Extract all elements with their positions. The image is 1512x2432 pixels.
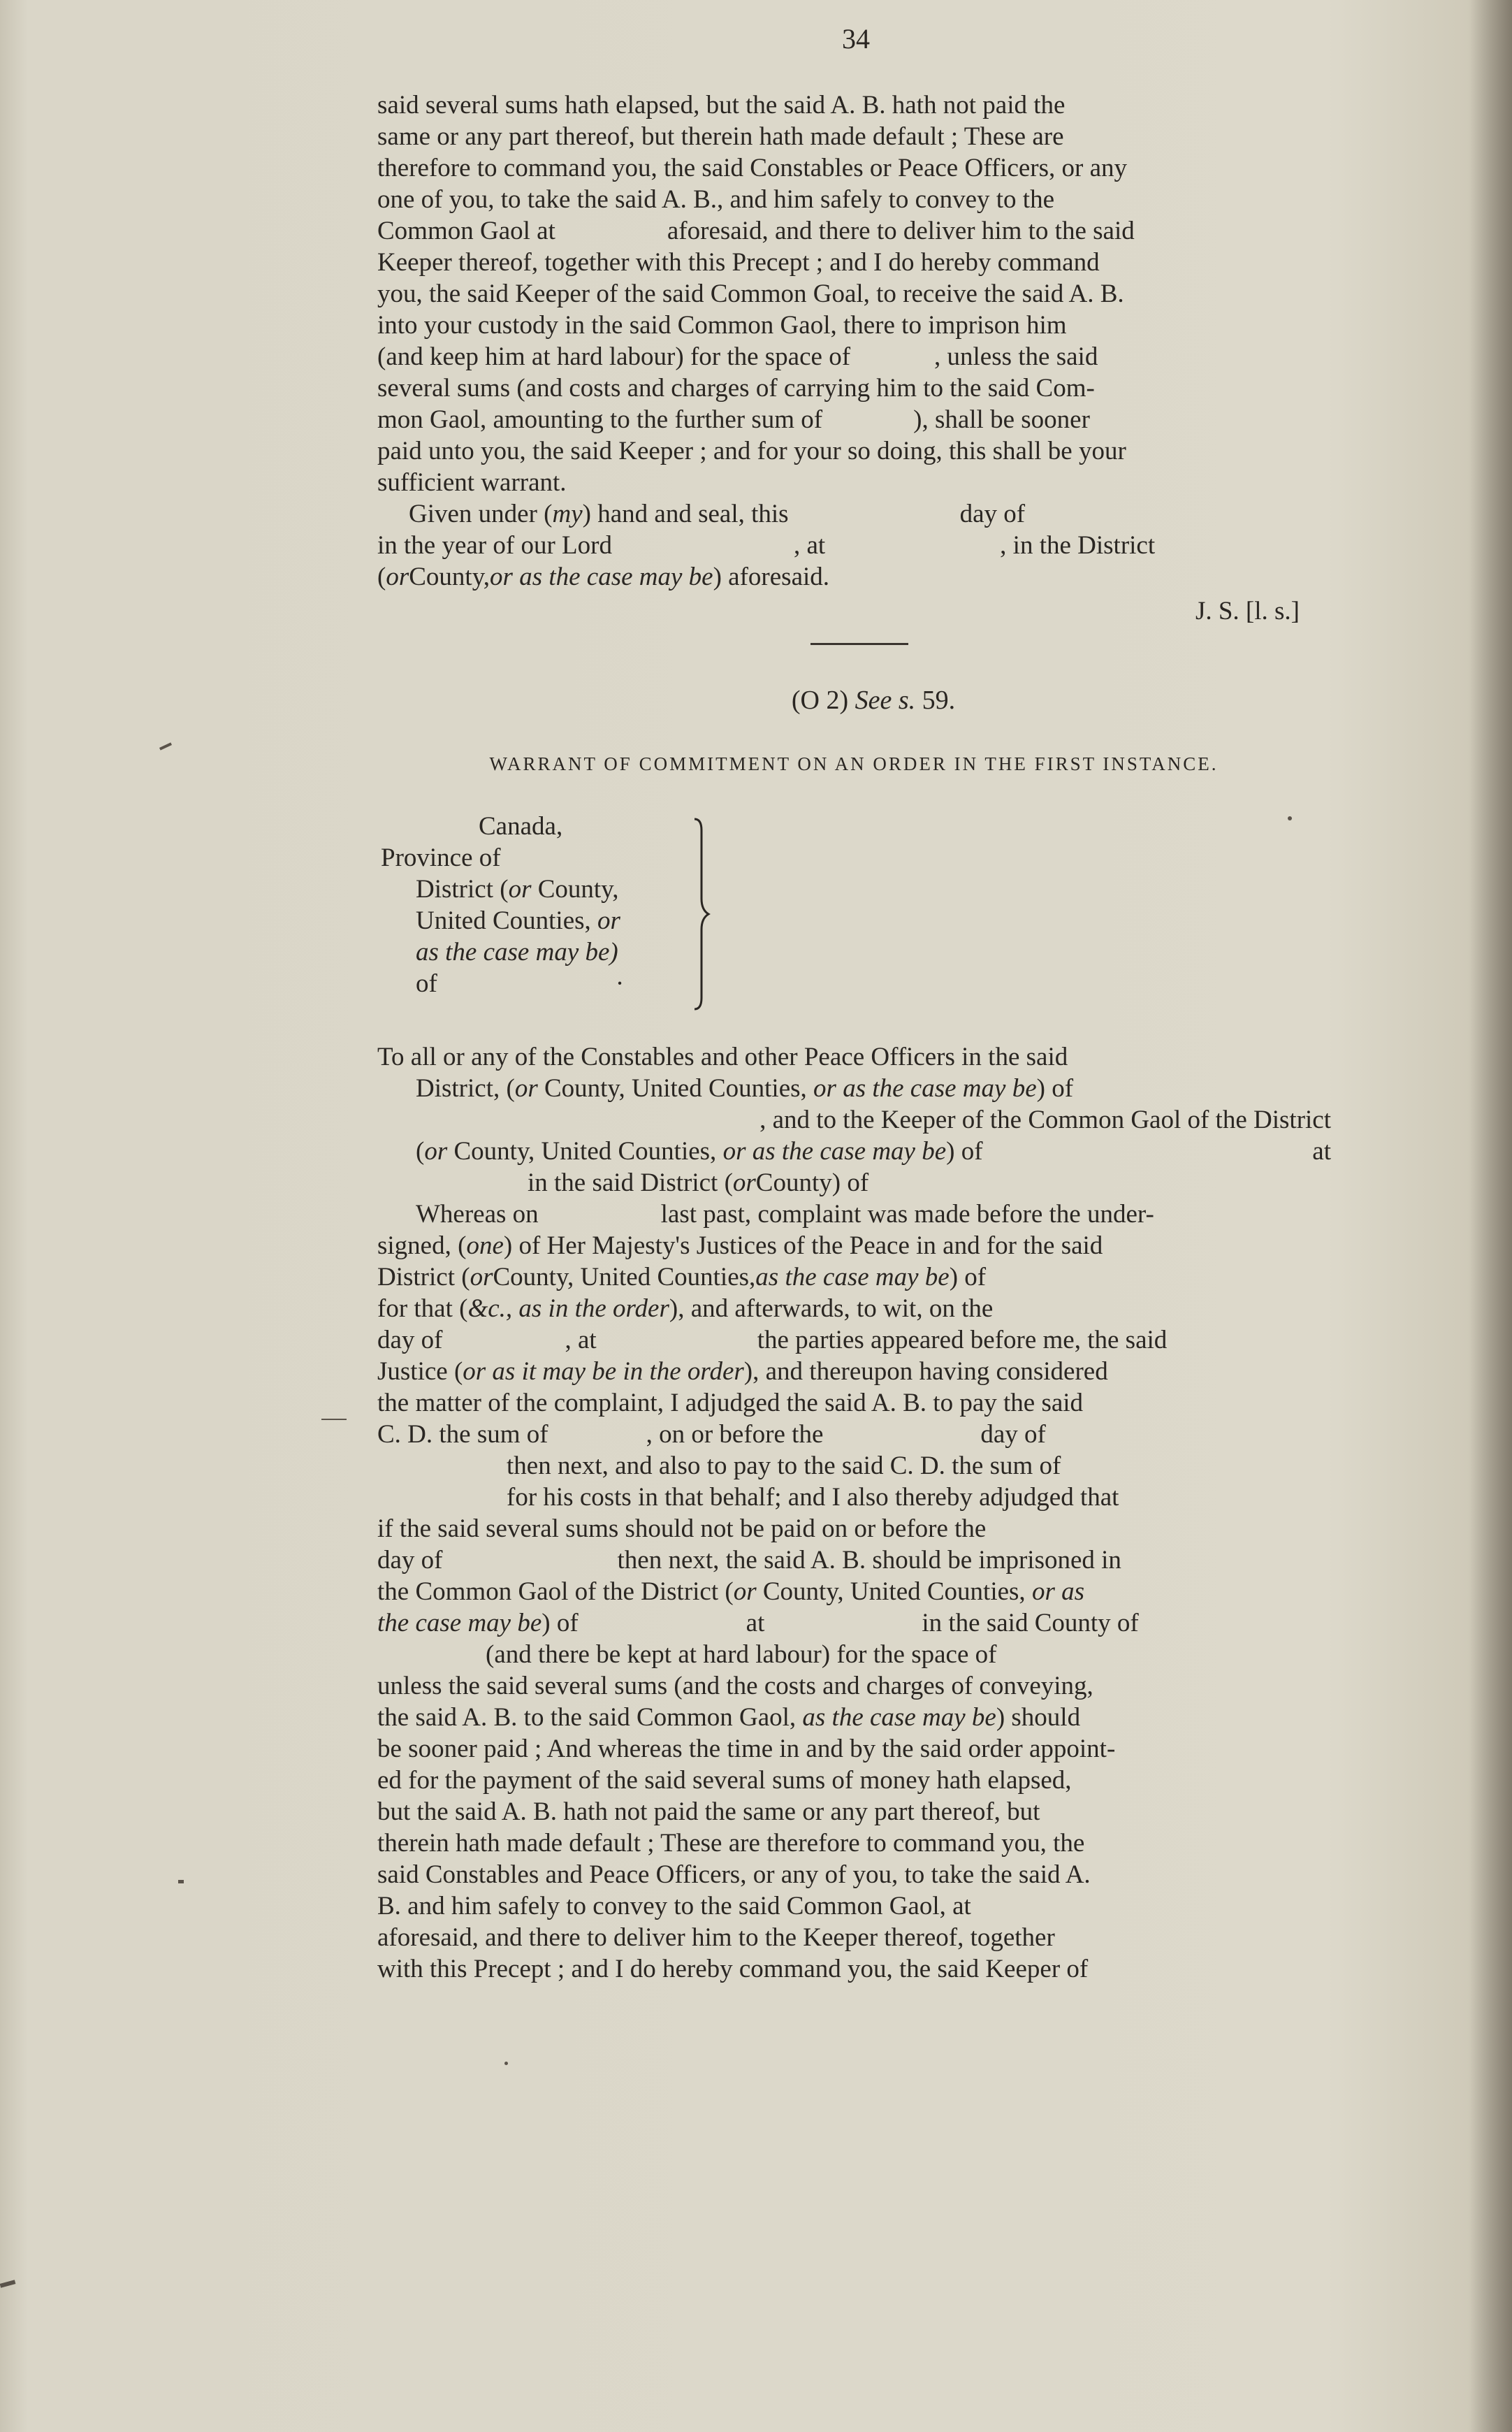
given-under-line: Given under ( my ) hand and seal, this day of bbox=[409, 500, 1026, 528]
text-line: C. D. the sum of , on or before the day of bbox=[377, 1420, 1046, 1449]
venue-line: as the case may be) bbox=[416, 938, 618, 967]
print-mark bbox=[178, 1880, 184, 1883]
venue-line: Canada, bbox=[479, 812, 563, 841]
section-rule bbox=[810, 643, 908, 645]
text-line: but the said A. B. hath not paid the same or any part thereof, but bbox=[377, 1797, 1040, 1826]
text-line: then next, and also to pay to the said C. D. the sum of bbox=[507, 1452, 1061, 1480]
text-line: unless the said several sums (and the costs and charges of conveying, bbox=[377, 1672, 1093, 1700]
text-line: ed for the payment of the said several sums of money hath elapsed, bbox=[377, 1766, 1072, 1795]
text-line: Common Gaol at aforesaid, and there to deliver him to the said bbox=[377, 217, 1135, 245]
text-line: the Common Gaol of the District (or County, United Counties, or as bbox=[377, 1577, 1084, 1606]
print-mark bbox=[0, 2280, 15, 2287]
text-line: (and there be kept at hard labour) for the space of bbox=[486, 1640, 997, 1669]
print-mark bbox=[159, 742, 172, 750]
text-line: if the said several sums should not be paid on or before the bbox=[377, 1514, 987, 1543]
signature: J. S. [l. s.] bbox=[1195, 597, 1300, 625]
text-line: into your custody in the said Common Gaol, there to imprison him bbox=[377, 311, 1067, 340]
text-line: B. and him safely to convey to the said Common Gaol, at bbox=[377, 1892, 971, 1920]
text-line: Whereas on last past, complaint was made before the under- bbox=[416, 1200, 1154, 1229]
print-mark bbox=[504, 2062, 508, 2065]
text-line: aforesaid, and there to deliver him to the Keeper thereof, together bbox=[377, 1923, 1055, 1952]
curly-brace-icon bbox=[692, 816, 713, 1012]
text-line: signed, (one) of Her Majesty's Justices of the Peace in and for the said bbox=[377, 1231, 1103, 1260]
continuation-paragraph bbox=[377, 89, 1331, 627]
text-line: be sooner paid ; And whereas the time in and by the said order appoint- bbox=[377, 1735, 1116, 1763]
text-line: in the said District ( or County) of bbox=[528, 1168, 869, 1197]
text-line: with this Precept ; and I do hereby command you, the said Keeper of bbox=[377, 1955, 1089, 1983]
addressee-paragraph bbox=[377, 1041, 1331, 1985]
text-line: (or County, United Counties, or as the case may be) of at bbox=[416, 1137, 1331, 1166]
text-line: several sums (and costs and charges of carrying him to the said Com- bbox=[377, 374, 1095, 403]
text-line: (and keep him at hard labour) for the space of , unless the said bbox=[377, 342, 1098, 371]
signature-line bbox=[377, 595, 1331, 627]
text-line: Justice (or as it may be in the order), and thereupon having considered bbox=[377, 1357, 1108, 1386]
page-edge-shadow bbox=[1470, 0, 1512, 2432]
text-line: said several sums hath elapsed, but the said A. B. hath not paid the bbox=[377, 91, 1066, 120]
text-line: paid unto you, the said Keeper ; and for your so doing, this shall be your bbox=[377, 437, 1126, 465]
text-line: the case may be ) of at in the said County of bbox=[377, 1609, 1139, 1637]
venue-block bbox=[381, 811, 624, 999]
text-line: mon Gaol, amounting to the further sum of ), shall be sooner bbox=[377, 405, 1090, 434]
text-line: To all or any of the Constables and other Peace Officers in the said bbox=[377, 1043, 1068, 1071]
venue-line: United Counties, or bbox=[416, 906, 620, 935]
text-line: for that ( &c., as in the order ), and afterwards, to wit, on the bbox=[377, 1294, 994, 1323]
text-line: said Constables and Peace Officers, or any of you, to take the said A. bbox=[377, 1860, 1091, 1889]
text-line: day of then next, the said A. B. should be imprisoned in bbox=[377, 1546, 1121, 1575]
venue-line: of · bbox=[416, 969, 625, 998]
text-line: therefore to command you, the said Constables or Peace Officers, or any bbox=[377, 154, 1127, 182]
venue-line: District (or County, bbox=[416, 875, 619, 904]
text-line: you, the said Keeper of the said Common Goal, to receive the said A. B. bbox=[377, 280, 1124, 308]
text-line: Keeper thereof, together with this Precept ; and I do hereby command bbox=[377, 248, 1100, 277]
text-line: District, (or County, United Counties, or as the case may be) of bbox=[416, 1074, 1074, 1103]
venue-line: Province of bbox=[381, 844, 501, 872]
text-line: for his costs in that behalf; and I also thereby adjudged that bbox=[507, 1483, 1119, 1512]
text-line: one of you, to take the said A. B., and him safely to convey to the bbox=[377, 185, 1054, 214]
text-line: District ( or County, United Counties, as the case may be ) of bbox=[377, 1263, 987, 1291]
county-line: ( or County, or as the case may be ) aforesaid. bbox=[377, 563, 830, 591]
text-line: same or any part thereof, but therein hath made default ; These are bbox=[377, 122, 1064, 151]
text-line: therein hath made default ; These are therefore to command you, the bbox=[377, 1829, 1085, 1858]
text-line: , and to the Keeper of the Common Gaol of the District bbox=[759, 1106, 1331, 1134]
text-line: the said A. B. to the said Common Gaol, as the case may be) should bbox=[377, 1703, 1081, 1732]
text-line: day of , at the parties appeared before me, the said bbox=[377, 1326, 1168, 1354]
year-line: in the year of our Lord , at , in the District bbox=[377, 531, 1156, 560]
print-mark bbox=[321, 1419, 347, 1420]
section-reference: (O 2) See s. 59. bbox=[791, 686, 956, 715]
text-line: the matter of the complaint, I adjudged the said A. B. to pay the said bbox=[377, 1389, 1084, 1417]
form-heading: WARRANT OF COMMITMENT ON AN ORDER IN THE FIRST INSTANCE. bbox=[489, 753, 1219, 774]
print-mark bbox=[1288, 816, 1292, 820]
page-number: 34 bbox=[842, 23, 870, 55]
text-line: sufficient warrant. bbox=[377, 468, 567, 497]
